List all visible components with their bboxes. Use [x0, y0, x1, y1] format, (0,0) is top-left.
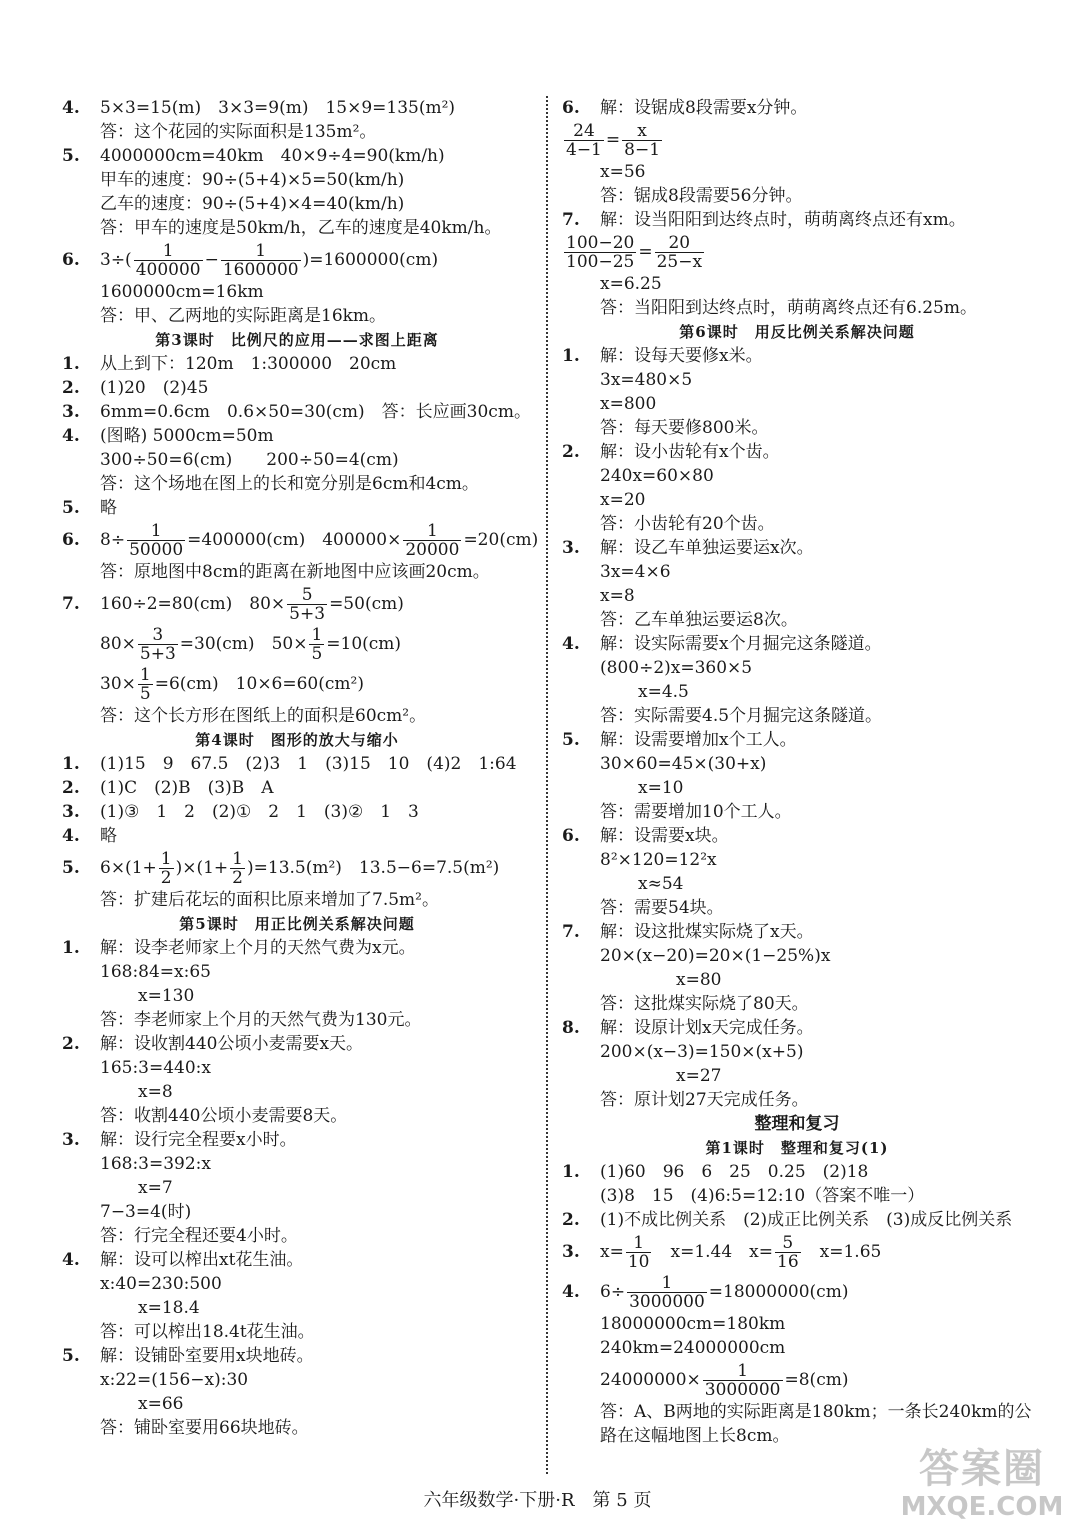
q-number: 4.: [62, 1250, 80, 1270]
answer-line: 5×3=15(m) 3×3=9(m) 15×9=135(m²): [100, 98, 456, 118]
q-number: 2.: [62, 378, 80, 398]
q-number: 1.: [562, 346, 580, 366]
answer-line: 答：每天要修800米。: [600, 418, 769, 438]
answer-line: 答：甲、乙两地的实际距离是16km。: [100, 306, 387, 326]
math-text: 6÷: [600, 1282, 626, 1302]
q-number: 1.: [62, 754, 80, 774]
math-text: =50(cm): [329, 594, 404, 614]
q-number: 7.: [562, 210, 580, 230]
math-text: x=: [600, 1242, 624, 1262]
denominator: 20000: [405, 540, 460, 560]
numerator: 20: [655, 234, 704, 253]
answer-line: 解：设当阳阳到达终点时，萌萌离终点还有xm。: [600, 210, 966, 230]
denominator: 5: [311, 644, 323, 664]
math-text: −: [204, 250, 219, 270]
q-number: 6.: [62, 250, 80, 270]
answer-line: 答：原计划27天完成任务。: [600, 1090, 809, 1110]
answer-line: 解：设实际需要x个月掘完这条隧道。: [600, 634, 882, 654]
q-number: 5.: [62, 498, 80, 518]
q-number: 3.: [562, 538, 580, 558]
answer-line: x=6.25: [600, 274, 662, 294]
q-number: 3.: [62, 1130, 80, 1150]
math-text: =: [638, 242, 653, 262]
fraction: [287, 586, 327, 623]
answer-line: x=10: [638, 778, 684, 798]
math-text: 160÷2=80(cm) 80×: [100, 594, 286, 614]
q-number: 2.: [62, 778, 80, 798]
watermark-url: MXQE.COM: [900, 1492, 1064, 1522]
denominator: 3000000: [704, 1380, 781, 1400]
answer-line: (1)不成比例关系 (2)成正比例关系 (3)成反比例关系: [600, 1210, 1013, 1230]
q-number: 4.: [62, 426, 80, 446]
denominator: 50000: [129, 540, 184, 560]
q-number: 4.: [62, 826, 80, 846]
math-text: =18000000(cm): [708, 1282, 849, 1302]
answer-line: x=18.4: [138, 1298, 200, 1318]
q-number: 2.: [562, 442, 580, 462]
answer-line: 解：设小齿轮有x个齿。: [600, 442, 780, 462]
answer-line: (1)20 (2)45: [100, 378, 209, 398]
denominator: 2: [232, 868, 243, 888]
math-text: =8(cm): [784, 1370, 849, 1390]
answer-line: 解：设乙车单独运要运x次。: [600, 538, 814, 558]
answer-line: 乙车的速度：90÷(5+4)×4=40(km/h): [100, 194, 405, 214]
answer-line: (1)C (2)B (3)B A: [100, 778, 274, 798]
numerator: 1: [311, 625, 323, 645]
chapter-heading: 整理和复习: [754, 1114, 840, 1134]
answer-line: 7−3=4(时): [100, 1202, 192, 1222]
answer-line: 答：当阳阳到达终点时，萌萌离终点还有6.25m。: [600, 298, 977, 318]
q-number: 5.: [62, 858, 80, 878]
answer-line: 解：设原计划x天完成任务。: [600, 1018, 814, 1038]
answer-line: 答：扩建后花坛的面积比原来增加了7.5m²。: [100, 890, 439, 910]
q-number: 7.: [562, 922, 580, 942]
answer-line: 解：设锯成8段需要x分钟。: [600, 98, 808, 118]
math-text: )=1600000(cm): [302, 250, 439, 270]
page-footer: 六年级数学·下册·R 第 5 页: [423, 1490, 652, 1511]
q-number: 6.: [562, 98, 580, 118]
denominator: 10: [627, 1252, 650, 1272]
fraction: [403, 522, 461, 559]
denominator: 2: [160, 868, 172, 888]
answer-line: x:40=230:500: [100, 1274, 222, 1294]
answer-line: x:22=(156−x):30: [100, 1370, 249, 1390]
fraction: [703, 1362, 783, 1399]
answer-line: 答：需要增加10个工人。: [600, 802, 792, 822]
fraction: [627, 1274, 707, 1311]
denominator: 3000000: [629, 1292, 705, 1312]
answer-line: 答：这个长方形在图纸上的面积是60cm²。: [100, 706, 427, 726]
q-number: 1.: [62, 938, 80, 958]
answer-line: 从上到下：120m 1:300000 20cm: [100, 354, 397, 374]
answer-line: 168:3=392:x: [100, 1154, 211, 1174]
fraction: [626, 1234, 652, 1271]
answer-line: x=80: [676, 970, 722, 990]
fraction: [309, 626, 324, 663]
numerator: 5: [775, 1234, 801, 1253]
denominator: 400000: [135, 260, 201, 280]
fraction: [134, 242, 203, 279]
answer-line: 答：这个花园的实际面积是135m²。: [100, 122, 377, 142]
fraction: [138, 626, 178, 663]
answer-line: 240x=60×80: [600, 466, 714, 486]
answer-line: 6mm=0.6cm 0.6×50=30(cm) 答：长应画30cm。: [100, 402, 531, 422]
answer-line: 答：收割440公顷小麦需要8天。: [100, 1106, 348, 1126]
answer-line: 300÷50=6(cm) 200÷50=4(cm): [100, 450, 399, 470]
answer-line: 解：设收割440公顷小麦需要x天。: [100, 1034, 364, 1054]
q-number: 5.: [562, 730, 580, 750]
denominator: 100−25: [566, 252, 635, 272]
answer-line: x=20: [600, 490, 646, 510]
answer-line: 解：设李老师家上个月的天然气费为x元。: [100, 938, 416, 958]
q-number: 3.: [62, 802, 80, 822]
fraction: [159, 850, 174, 887]
q-number: 5.: [62, 1346, 80, 1366]
section-heading: 第3课时 比例尺的应用——求图上距离: [155, 331, 439, 349]
answer-line: 解：设需要x块。: [600, 826, 729, 846]
answer-line: 解：设这批煤实际烧了x天。: [600, 922, 814, 942]
answer-line: x=8: [138, 1082, 173, 1102]
answer-line: (3)8 15 (4)6:5=12:10（答案不唯一）: [600, 1186, 925, 1206]
q-number: 1.: [562, 1162, 580, 1182]
denominator: 25−x: [656, 252, 703, 272]
answer-line: x=800: [600, 394, 657, 414]
math-text: 8÷: [100, 530, 126, 550]
fraction: [775, 1234, 801, 1271]
answer-line: x=4.5: [638, 682, 689, 702]
answer-line: 3x=4×6: [600, 562, 671, 582]
answer-line: 168:84=x:65: [100, 962, 211, 982]
watermark-text: 答案圈: [919, 1446, 1045, 1492]
fraction: [564, 234, 636, 271]
fraction: [138, 666, 153, 703]
answer-line: 答：甲车的速度是50km/h，乙车的速度是40km/h。: [100, 218, 502, 238]
answer-line: 答：需要54块。: [600, 898, 724, 918]
section-heading: 第5课时 用正比例关系解决问题: [179, 915, 415, 933]
answer-line: (800÷2)x=360×5: [600, 658, 753, 678]
answer-line: x=130: [138, 986, 195, 1006]
answer-line: 答：锯成8段需要56分钟。: [600, 186, 803, 206]
math-text: =30(cm) 50×: [179, 634, 308, 654]
math-text: =20(cm): [463, 530, 539, 550]
answer-line: 8²×120=12²x: [600, 850, 717, 870]
denominator: 16: [777, 1252, 799, 1272]
math-text: 6×(1+: [100, 858, 157, 878]
denominator: 5+3: [289, 604, 326, 624]
numerator: 1: [134, 242, 203, 261]
denominator: 4−1: [566, 140, 602, 160]
q-number: 2.: [562, 1210, 580, 1230]
left-column: [62, 96, 539, 1440]
q-number: 6.: [62, 530, 80, 550]
answer-line: x=8: [600, 586, 635, 606]
answer-line: 20×(x−20)=20×(1−25%)x: [600, 946, 831, 966]
answer-line: 解：设行完全程要x小时。: [100, 1130, 297, 1150]
section-heading: 第4课时 图形的放大与缩小: [195, 731, 399, 749]
answer-line: 路在这幅地图上长8cm。: [600, 1426, 790, 1446]
math-text: 80×: [100, 634, 136, 654]
answer-line: (图略) 5000cm=50m: [100, 426, 274, 446]
q-number: 8.: [562, 1018, 580, 1038]
answer-line: x≈54: [638, 874, 684, 894]
math-text: x=1.44 x=: [653, 1242, 773, 1262]
denominator: 8−1: [624, 140, 661, 160]
q-number: 5.: [62, 146, 80, 166]
answer-line: 答：可以榨出18.4t花生油。: [100, 1322, 315, 1342]
answer-line: 答：原地图中8cm的距离在新地图中应该画20cm。: [100, 562, 490, 582]
q-number: 2.: [62, 1034, 80, 1054]
numerator: 1: [626, 1234, 652, 1253]
numerator: 1: [403, 522, 461, 541]
math-text: =6(cm) 10×6=60(cm²): [154, 674, 364, 694]
answer-line: 解：设铺卧室要用x块地砖。: [100, 1346, 314, 1366]
denominator: 5+3: [139, 644, 176, 664]
answer-line: 165:3=440:x: [100, 1058, 211, 1078]
q-number: 3.: [62, 402, 80, 422]
answer-line: 200×(x−3)=150×(x+5): [600, 1042, 804, 1062]
answer-line: 答：这批煤实际烧了80天。: [600, 994, 809, 1014]
answer-line: (1)60 96 6 25 0.25 (2)18: [600, 1162, 869, 1182]
numerator: 24: [564, 122, 604, 141]
q-number: 3.: [562, 1242, 580, 1262]
answer-line: 略: [100, 498, 117, 518]
answer-line: (1)15 9 67.5 (2)3 1 (3)15 10 (4)2 1:64: [100, 754, 517, 774]
answer-line: 解：设每天要修x米。: [600, 346, 763, 366]
section-heading: 第6课时 用反比例关系解决问题: [679, 323, 915, 341]
answer-line: 答：实际需要4.5个月掘完这条隧道。: [600, 706, 883, 726]
answer-line: 答：小齿轮有20个齿。: [600, 514, 775, 534]
numerator: 1: [127, 522, 185, 541]
answer-line: 3x=480×5: [600, 370, 693, 390]
answer-line: 30×60=45×(30+x): [600, 754, 767, 774]
answer-line: 答：这个场地在图上的长和宽分别是6cm和4cm。: [100, 474, 479, 494]
column-divider: [546, 96, 548, 1474]
answer-line: x=66: [138, 1394, 184, 1414]
answer-line: 答：A、B两地的实际距离是180km；一条长240km的公: [600, 1402, 1032, 1422]
answer-line: 解：设可以榨出xt花生油。: [100, 1250, 304, 1270]
numerator: 1: [703, 1362, 783, 1381]
answer-line: (1)③ 1 2 (2)① 2 1 (3)② 1 3: [100, 802, 419, 822]
math-text: =: [605, 130, 621, 150]
numerator: x: [622, 122, 662, 141]
answer-line: x=27: [676, 1066, 722, 1086]
answer-line: x=7: [138, 1178, 173, 1198]
answer-line: 甲车的速度：90÷(5+4)×5=50(km/h): [100, 170, 405, 190]
section-heading: 第1课时 整理和复习(1): [705, 1139, 889, 1157]
math-text: 3÷(: [100, 250, 132, 270]
fraction: [221, 242, 301, 279]
q-number: 4.: [562, 1282, 580, 1302]
math-text: =10(cm): [326, 634, 402, 654]
fraction: [622, 122, 662, 159]
numerator: 1: [139, 665, 151, 685]
answer-line: 答：乙车单独运要运8次。: [600, 610, 798, 630]
watermark-logo: [897, 1446, 1067, 1526]
answer-line: x=56: [600, 162, 646, 182]
q-number: 7.: [62, 594, 80, 614]
answer-line: 1600000cm=16km: [100, 282, 264, 302]
fraction: [230, 850, 245, 887]
answer-line: 答：李老师家上个月的天然气费为130元。: [100, 1010, 422, 1030]
numerator: 5: [287, 586, 327, 605]
fraction: [127, 522, 185, 559]
math-text: x=1.65: [802, 1242, 882, 1262]
answer-line: 4000000cm=40km 40×9÷4=90(km/h): [100, 146, 445, 166]
answer-line: 解：设需要增加x个工人。: [600, 730, 797, 750]
answer-line: 答：行完全程还要4小时。: [100, 1226, 298, 1246]
fraction: [655, 234, 704, 271]
math-text: 24000000×: [600, 1370, 701, 1390]
math-text: )×(1+: [175, 858, 229, 878]
numerator: 100−20: [566, 233, 635, 253]
denominator: 1600000: [222, 260, 299, 280]
denominator: 5: [139, 684, 151, 704]
q-number: 1.: [62, 354, 80, 374]
math-text: )=13.5(m²) 13.5−6=7.5(m²): [247, 858, 500, 878]
q-number: 4.: [62, 98, 80, 118]
numerator: 1: [221, 242, 301, 261]
numerator: 1: [160, 849, 172, 869]
numerator: 3: [138, 626, 178, 645]
answer-line: 略: [100, 826, 117, 846]
answer-line: 240km=24000000cm: [600, 1338, 786, 1358]
math-text: 30×: [100, 674, 136, 694]
right-column: [562, 96, 1032, 1448]
fraction: [564, 122, 604, 159]
math-text: =400000(cm) 400000×: [187, 530, 402, 550]
q-number: 4.: [562, 634, 580, 654]
answer-line: 18000000cm=180km: [600, 1314, 786, 1334]
numerator: 1: [627, 1274, 707, 1293]
numerator: 1: [232, 849, 243, 869]
answer-line: 答：铺卧室要用66块地砖。: [100, 1418, 309, 1438]
q-number: 6.: [562, 826, 580, 846]
